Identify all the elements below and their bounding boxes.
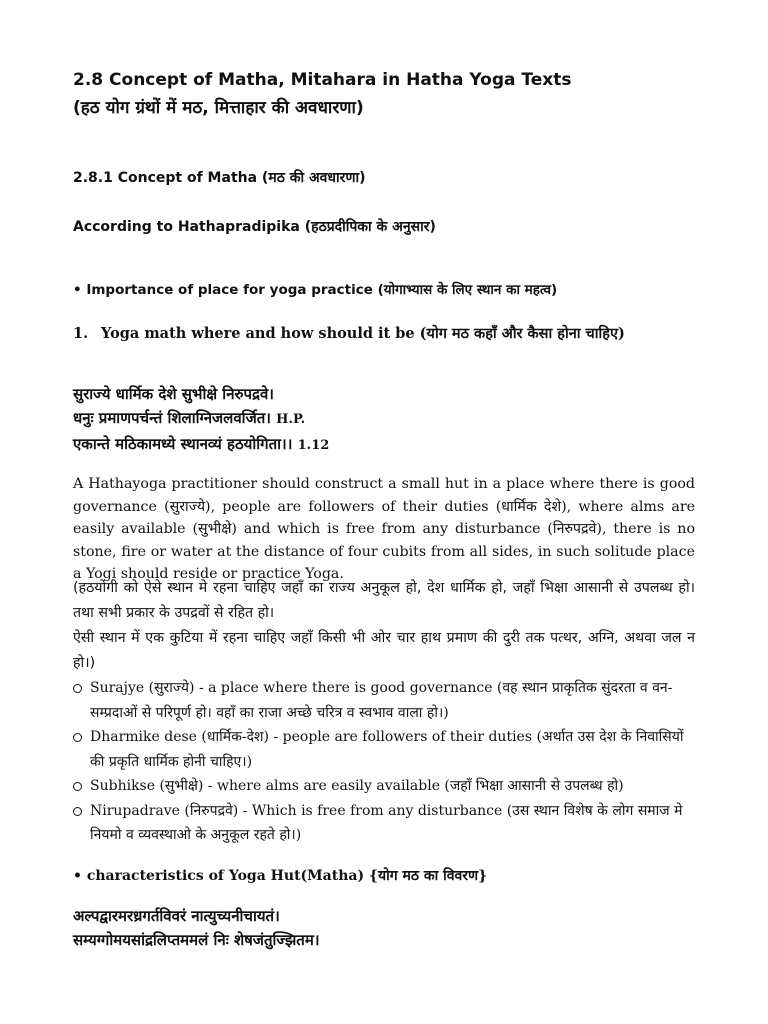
verse-block: [73, 382, 695, 458]
source-heading: According to Hathapradipika (हठप्रदीपिका के अनुसार): [73, 219, 436, 235]
circle-bullet-icon: [73, 684, 82, 693]
section-title-english: 2.8 Concept of Matha, Mitahara in Hatha Yoga Texts: [73, 70, 572, 90]
verse-line: सुराज्ये धार्मिक देशे सुभीक्षे निरुपद्रवे।: [73, 385, 274, 403]
circle-bullet-icon: [73, 782, 82, 791]
verse-block-2: [73, 904, 695, 952]
section-heading: [73, 66, 695, 122]
verse-line: अल्पद्वारमरध्रगर्तविवरं नात्युच्यनीचायतं।: [73, 907, 280, 925]
list-item: Subhikse (सुभीक्षे) - where alms are easily available (जहाँ भिक्षा आसानी से उपलब्ध हो): [73, 774, 695, 799]
importance-bullet: • Importance of place for yoga practice (योगाभ्यास के लिए स्थान का महत्व): [73, 282, 558, 298]
verse-reference: H.P.: [276, 412, 306, 427]
item-number: 1.: [73, 325, 89, 342]
numbered-heading: [73, 323, 695, 345]
item-text: Yoga math where and how should it be (योग मठ कहाँ और कैसा होना चाहिए): [101, 325, 625, 342]
terms-list: [73, 676, 695, 848]
verse-line: सम्यग्गोमयसांद्रलिप्तममलं निः शेषजंतुज्झितम।: [73, 931, 320, 949]
list-item: Surajye (सुराज्ये) - a place where there is good governance (वह स्थान प्राकृतिक सुंदरता व वन-सम्प्रदाओं से परिपूर्ण हो। वहाँ का राजा अच्छे चरित्र व स्वभाव वाला हो।): [73, 676, 695, 725]
verse-line: एकान्ते मठिकामध्ये स्थानव्यं हठयोगिता।। 1.12: [73, 435, 330, 453]
circle-bullet-icon: [73, 807, 82, 816]
verse-reference: 1.12: [297, 438, 330, 453]
explanation-hindi: ऐसी स्थान में एक कुटिया में रहना चाहिए जहाँ किसी भी ओर चार हाथ प्रमाण की दुरी तक पत्थर, अग्नि, अथवा जल न हो।): [73, 630, 695, 671]
subsection-title: 2.8.1 Concept of Matha (मठ की अवधारणा): [73, 170, 366, 186]
characteristics-bullet: • characteristics of Yoga Hut(Matha) {योग मठ का विवरण}: [73, 868, 488, 884]
verse-line: धनुः प्रमाणपर्चन्तं शिलाग्निजलवर्जित। H.P.: [73, 409, 306, 427]
list-item: Dharmike dese (धार्मिक-देश) - people are followers of their duties (अर्थात उस देश के निवासियों की प्रकृति धार्मिक होनी चाहिए।): [73, 725, 695, 774]
explanation-english: A Hathayoga practitioner should construct a small hut in a place where there is good governance (सुराज्ये), people are followers of their duties (धार्मिक देशे), where alms are easily available (सुभीक्षे) and which is free from any disturbance (निरुपद्रवे), there is no stone, fire or water at the distance of four cubits from all sides, in such solitude place a Yogi should reside or practice Yoga.: [73, 476, 695, 582]
list-item: Nirupadrave (निरुपद्रवे) - Which is free from any disturbance (उस स्थान विशेष के लोग समाज मे नियमो व व्यवस्थाओ के अनुकूल रहते हो।): [73, 799, 695, 848]
circle-bullet-icon: [73, 733, 82, 742]
explanation-hindi: (हठयोगी को ऐसे स्थान मे रहना चाहिए जहाँ का राज्य अनुकूल हो, देश धार्मिक हो, जहाँ भिक्षा आसानी से उपलब्ध हो। तथा सभी प्रकार के उपद्रवों से रहित हो।: [73, 580, 695, 621]
section-title-hindi: (हठ योग ग्रंथों में मठ, मित्ताहार की अवधारणा): [73, 98, 364, 118]
